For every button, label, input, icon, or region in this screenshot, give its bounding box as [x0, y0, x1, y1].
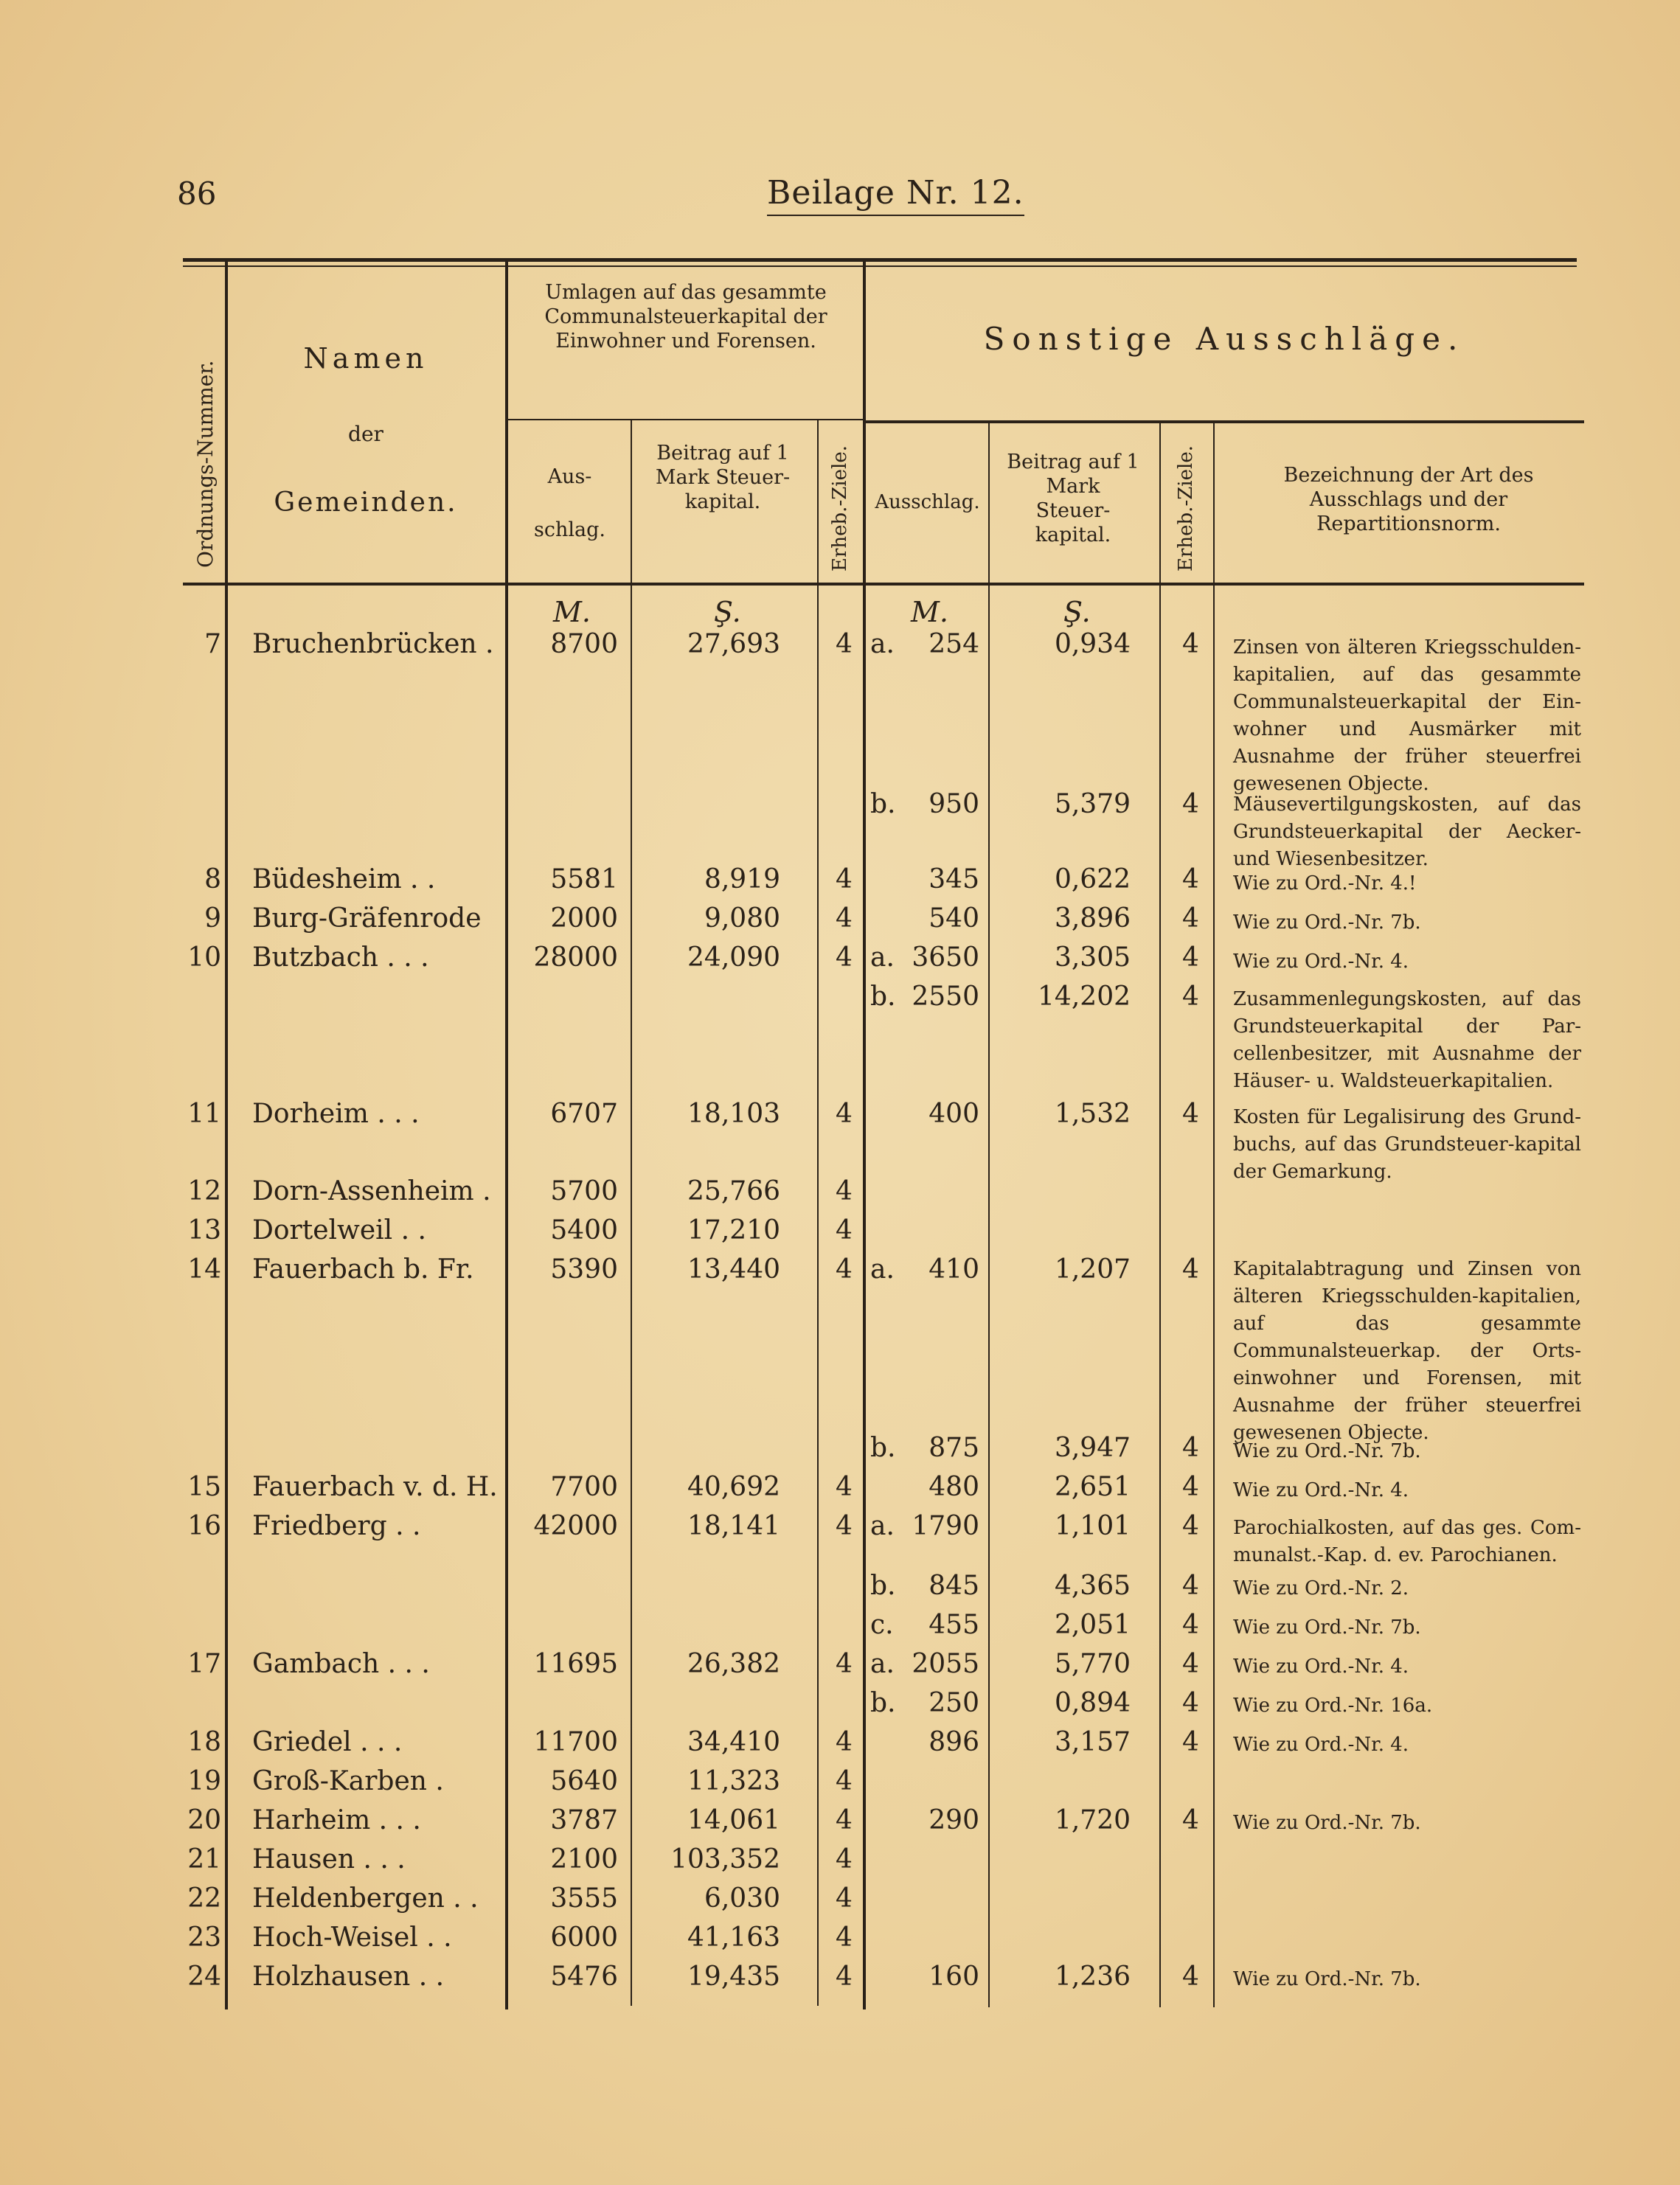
sonstige-beitrag: 5,770 — [1054, 1649, 1131, 1679]
sonstige-beitrag: 2,051 — [1054, 1610, 1131, 1640]
umlage-beitrag: 25,766 — [687, 1176, 780, 1206]
row-desc-9: Kapitalabtragung und Zinsen von älteren Kriegsschulden-kapitalien, auf das gesammte Communalsteuerkap. der Orts-einwohner und Forensen, mit Ausnahme der früher steuerfrei gewesenen Objecte. — [1233, 1258, 1581, 1444]
umlage-ziel: 4 — [836, 1099, 853, 1129]
header-gemeinden: Gemeinden. — [274, 487, 458, 518]
row-desc-1: Mäusevertilgungskosten, auf das Grundsteuerkapital der Aecker- und Wiesenbesitzer. — [1233, 793, 1581, 870]
unit-mark-2: M. — [911, 596, 948, 628]
gemeinde-name: Heldenbergen . . — [252, 1883, 479, 1914]
umlage-beitrag: 14,061 — [687, 1805, 780, 1835]
row-desc-10: Wie zu Ord.-Nr. 7b. — [1233, 1440, 1421, 1462]
header-s-ausschlag: Ausschlag. — [875, 491, 980, 513]
umlage-beitrag: 11,323 — [687, 1766, 780, 1796]
umlage-ziel: 4 — [836, 864, 853, 895]
sonstige-ziel: 4 — [1182, 1805, 1199, 1835]
header-bottom-rule — [183, 583, 1584, 586]
sonstige-ausschlag: 455 — [928, 1610, 979, 1640]
row-number: 8 — [204, 864, 221, 895]
umlage-ausschlag: 2000 — [550, 903, 618, 934]
umlage-ziel: 4 — [836, 1511, 853, 1541]
header-sonstige: Sonstige Ausschläge. — [983, 321, 1465, 357]
sonstige-ausschlag: 410 — [928, 1254, 979, 1285]
row-number: 22 — [187, 1883, 221, 1914]
sonstige-ausschlag: 3650 — [912, 942, 979, 973]
umlage-ziel: 4 — [836, 1805, 853, 1835]
page-number: 86 — [177, 176, 217, 212]
sonstige-ziel: 4 — [1182, 1511, 1199, 1541]
umlage-ziel: 4 — [836, 1883, 853, 1914]
row-20 — [0, 1844, 1680, 1881]
row-number: 12 — [187, 1176, 221, 1206]
header-ordnungsnummer: Ordnungs-Nummer. — [193, 360, 218, 568]
sonstige-beitrag: 3,157 — [1054, 1727, 1131, 1757]
sonstige-ausschlag: 400 — [928, 1099, 979, 1129]
header-beitrag: Beitrag auf 1 Mark Steuer-kapital. — [655, 442, 791, 513]
umlage-ziel: 4 — [836, 1472, 853, 1502]
sonstige-beitrag: 4,365 — [1054, 1571, 1131, 1601]
row-number: 24 — [187, 1962, 221, 1992]
sonstige-ziel: 4 — [1182, 1610, 1199, 1640]
row-desc-16: Wie zu Ord.-Nr. 16a. — [1233, 1695, 1433, 1717]
umlage-beitrag: 34,410 — [687, 1727, 780, 1757]
row-number: 21 — [187, 1844, 221, 1875]
row-desc-17: Wie zu Ord.-Nr. 4. — [1233, 1734, 1409, 1756]
row-number: 20 — [187, 1805, 221, 1835]
sonstige-ziel: 4 — [1182, 864, 1199, 895]
gemeinde-name: Büdesheim . . — [252, 864, 436, 895]
sonstige-ziel: 4 — [1182, 942, 1199, 973]
unit-pfennig-2: Ş. — [1063, 596, 1091, 628]
header-ausschlag-1: Aus- — [547, 465, 592, 488]
gemeinde-name: Griedel . . . — [252, 1727, 403, 1757]
umlage-ziel: 4 — [836, 629, 853, 659]
umlage-ziel: 4 — [836, 1962, 853, 1992]
table-top-rule-2 — [183, 265, 1577, 267]
row-desc-19: Wie zu Ord.-Nr. 7b. — [1233, 1812, 1421, 1834]
sonstige-ziel: 4 — [1182, 1254, 1199, 1285]
row-desc-23: Wie zu Ord.-Nr. 7b. — [1233, 1968, 1421, 1990]
gemeinde-name: Gambach . . . — [252, 1649, 430, 1679]
row-desc-12: Parochialkosten, auf das ges. Com-munalst.-Kap. d. ev. Parochianen. — [1233, 1517, 1581, 1566]
header-mid-rule-right — [864, 420, 1584, 423]
gemeinde-name: Hausen . . . — [252, 1844, 406, 1875]
sonstige-letter: a. — [870, 1254, 895, 1285]
sonstige-ziel: 4 — [1182, 982, 1199, 1012]
row-number: 13 — [187, 1215, 221, 1246]
sonstige-ziel: 4 — [1182, 789, 1199, 819]
sonstige-beitrag: 3,305 — [1054, 942, 1131, 973]
umlage-ziel: 4 — [836, 1649, 853, 1679]
row-number: 15 — [187, 1472, 221, 1502]
umlage-beitrag: 8,919 — [704, 864, 780, 895]
umlage-ausschlag: 6000 — [550, 1922, 618, 1953]
sonstige-ausschlag: 2550 — [912, 982, 979, 1012]
header-namen: Namen — [303, 342, 428, 375]
row-number: 9 — [204, 903, 221, 934]
page-title: Beilage Nr. 12. — [767, 174, 1024, 216]
sonstige-ausschlag: 896 — [928, 1727, 979, 1757]
umlage-ziel: 4 — [836, 942, 853, 973]
umlage-ausschlag: 11695 — [533, 1649, 618, 1679]
umlage-beitrag: 24,090 — [687, 942, 780, 973]
header-s-beitrag: Beitrag auf 1 Mark Steuer-kapital. — [1007, 451, 1139, 546]
row-desc-13: Wie zu Ord.-Nr. 2. — [1233, 1577, 1409, 1599]
umlage-ausschlag: 6707 — [550, 1099, 618, 1129]
umlage-ziel: 4 — [836, 903, 853, 934]
sonstige-ziel: 4 — [1182, 1649, 1199, 1679]
sonstige-ausschlag: 875 — [928, 1433, 979, 1463]
gemeinde-name: Fauerbach v. d. H. — [252, 1472, 498, 1502]
header-erheb-ziele: Erheb.-Ziele. — [829, 445, 851, 572]
umlage-ausschlag: 7700 — [550, 1472, 618, 1502]
sonstige-ziel: 4 — [1182, 629, 1199, 659]
umlage-ausschlag: 5476 — [550, 1962, 618, 1992]
gemeinde-name: Groß-Karben . — [252, 1766, 444, 1796]
sonstige-letter: a. — [870, 1511, 895, 1541]
row-number: 19 — [187, 1766, 221, 1796]
row-desc-3: Wie zu Ord.-Nr. 7b. — [1233, 911, 1421, 934]
row-number: 11 — [187, 1099, 221, 1129]
umlage-beitrag: 40,692 — [687, 1472, 780, 1502]
gemeinde-name: Dorheim . . . — [252, 1099, 420, 1129]
umlage-beitrag: 26,382 — [687, 1649, 780, 1679]
sonstige-beitrag: 1,207 — [1054, 1254, 1131, 1285]
sonstige-beitrag: 3,947 — [1054, 1433, 1131, 1463]
umlage-ziel: 4 — [836, 1727, 853, 1757]
sonstige-beitrag: 1,101 — [1054, 1511, 1131, 1541]
sonstige-ausschlag: 160 — [928, 1962, 979, 1992]
row-number: 10 — [187, 942, 221, 973]
sonstige-beitrag: 5,379 — [1054, 789, 1131, 819]
sonstige-ziel: 4 — [1182, 1962, 1199, 1992]
gemeinde-name: Fauerbach b. Fr. — [252, 1254, 474, 1285]
sonstige-ausschlag: 254 — [928, 629, 979, 659]
sonstige-beitrag: 1,532 — [1054, 1099, 1131, 1129]
umlage-ausschlag: 5700 — [550, 1176, 618, 1206]
sonstige-ziel: 4 — [1182, 1472, 1199, 1502]
sonstige-ausschlag: 845 — [928, 1571, 979, 1601]
sonstige-letter: c. — [870, 1610, 894, 1640]
sonstige-ausschlag: 1790 — [912, 1511, 979, 1541]
umlage-beitrag: 17,210 — [687, 1215, 780, 1246]
sonstige-ziel: 4 — [1182, 1433, 1199, 1463]
gemeinde-name: Friedberg . . — [252, 1511, 421, 1541]
sonstige-ausschlag: 345 — [928, 864, 979, 895]
header-der: der — [348, 422, 383, 446]
umlage-beitrag: 18,141 — [687, 1511, 780, 1541]
sonstige-beitrag: 2,651 — [1054, 1472, 1131, 1502]
umlage-ausschlag: 11700 — [533, 1727, 618, 1757]
umlage-beitrag: 103,352 — [670, 1844, 780, 1875]
row-number: 14 — [187, 1254, 221, 1285]
sonstige-letter: b. — [870, 1571, 896, 1601]
table-top-rule — [183, 258, 1577, 262]
gemeinde-name: Holzhausen . . — [252, 1962, 445, 1992]
header-bezeichnung: Bezeichnung der Art des Ausschlags und der Repartitionsnorm. — [1283, 464, 1534, 535]
umlage-ausschlag: 5581 — [550, 864, 618, 895]
row-desc-0: Zinsen von älteren Kriegsschulden-kapitalien, auf das gesammte Communalsteuerkapital der Ein-wohner und Ausmärker mit Ausnahme der früher steuerfrei gewesenen Objecte. — [1233, 636, 1581, 795]
header-s-erheb-ziele: Erheb.-Ziele. — [1175, 445, 1197, 572]
sonstige-beitrag: 1,236 — [1054, 1962, 1131, 1992]
row-22 — [0, 1922, 1680, 1959]
umlage-ausschlag: 5390 — [550, 1254, 618, 1285]
gemeinde-name: Harheim . . . — [252, 1805, 421, 1835]
umlage-ausschlag: 42000 — [533, 1511, 618, 1541]
sonstige-letter: b. — [870, 1688, 896, 1718]
row-18 — [0, 1766, 1680, 1803]
row-number: 23 — [187, 1922, 221, 1953]
sonstige-letter: a. — [870, 629, 895, 659]
gemeinde-name: Dortelweil . . — [252, 1215, 426, 1246]
header-ausschlag-2: schlag. — [534, 518, 605, 541]
umlage-ziel: 4 — [836, 1844, 853, 1875]
sonstige-letter: b. — [870, 982, 896, 1012]
umlage-beitrag: 18,103 — [687, 1099, 780, 1129]
umlage-ziel: 4 — [836, 1254, 853, 1285]
sonstige-letter: b. — [870, 789, 896, 819]
umlage-ausschlag: 5400 — [550, 1215, 618, 1246]
row-desc-4: Wie zu Ord.-Nr. 4. — [1233, 951, 1409, 973]
sonstige-ausschlag: 290 — [928, 1805, 979, 1835]
row-number: 17 — [187, 1649, 221, 1679]
sonstige-ausschlag: 480 — [928, 1472, 979, 1502]
row-number: 7 — [204, 629, 221, 659]
row-21 — [0, 1883, 1680, 1920]
sonstige-ausschlag: 2055 — [912, 1649, 979, 1679]
sonstige-ziel: 4 — [1182, 1099, 1199, 1129]
sonstige-letter: b. — [870, 1433, 896, 1463]
gemeinde-name: Butzbach . . . — [252, 942, 429, 973]
umlage-ausschlag: 8700 — [550, 629, 618, 659]
umlage-ziel: 4 — [836, 1215, 853, 1246]
gemeinde-name: Hoch-Weisel . . — [252, 1922, 452, 1953]
umlage-ausschlag: 3555 — [550, 1883, 618, 1914]
row-number: 16 — [187, 1511, 221, 1541]
umlage-beitrag: 27,693 — [687, 629, 780, 659]
sonstige-beitrag: 0,894 — [1054, 1688, 1131, 1718]
row-desc-5: Zusammenlegungskosten, auf das Grundsteuerkapital der Par-cellenbesitzer, mit Ausnahme der Häuser- u. Waldsteuerkapitalien. — [1233, 988, 1581, 1092]
umlage-beitrag: 6,030 — [704, 1883, 780, 1914]
umlage-beitrag: 13,440 — [687, 1254, 780, 1285]
sonstige-ausschlag: 250 — [928, 1688, 979, 1718]
umlage-ausschlag: 28000 — [533, 942, 618, 973]
sonstige-ziel: 4 — [1182, 1727, 1199, 1757]
umlage-beitrag: 9,080 — [704, 903, 780, 934]
sonstige-ziel: 4 — [1182, 903, 1199, 934]
gemeinde-name: Bruchenbrücken . — [252, 629, 494, 659]
umlage-ziel: 4 — [836, 1922, 853, 1953]
sonstige-ausschlag: 540 — [928, 903, 979, 934]
umlage-ziel: 4 — [836, 1766, 853, 1796]
sonstige-beitrag: 0,934 — [1054, 629, 1131, 659]
row-desc-2: Wie zu Ord.-Nr. 4.! — [1233, 872, 1417, 895]
umlage-ausschlag: 3787 — [550, 1805, 618, 1835]
sonstige-beitrag: 14,202 — [1038, 982, 1131, 1012]
unit-pfennig: Ş. — [714, 596, 741, 628]
row-7 — [0, 1176, 1680, 1213]
sonstige-beitrag: 0,622 — [1054, 864, 1131, 895]
umlage-ausschlag: 2100 — [550, 1844, 618, 1875]
umlage-beitrag: 41,163 — [687, 1922, 780, 1953]
sonstige-letter: a. — [870, 1649, 895, 1679]
umlage-ziel: 4 — [836, 1176, 853, 1206]
sonstige-ausschlag: 950 — [928, 789, 979, 819]
header-mid-rule — [507, 419, 864, 420]
gemeinde-name: Burg-Gräfenrode — [252, 903, 482, 934]
row-desc-6: Kosten für Legalisirung des Grund-buchs, auf das Grundsteuer-kapital der Gemarkung. — [1233, 1106, 1581, 1183]
umlage-beitrag: 19,435 — [687, 1962, 780, 1992]
sonstige-beitrag: 3,896 — [1054, 903, 1131, 934]
row-number: 18 — [187, 1727, 221, 1757]
row-desc-14: Wie zu Ord.-Nr. 7b. — [1233, 1616, 1421, 1639]
row-8 — [0, 1215, 1680, 1252]
gemeinde-name: Dorn-Assenheim . — [252, 1176, 491, 1206]
sonstige-beitrag: 1,720 — [1054, 1805, 1131, 1835]
sonstige-letter: a. — [870, 942, 895, 973]
header-umlagen: Umlagen auf das gesammte Communalsteuerkapital der Einwohner und Forensen. — [544, 281, 827, 352]
unit-mark: M. — [553, 596, 591, 628]
sonstige-ziel: 4 — [1182, 1571, 1199, 1601]
row-desc-15: Wie zu Ord.-Nr. 4. — [1233, 1656, 1409, 1678]
umlage-ausschlag: 5640 — [550, 1766, 618, 1796]
row-desc-11: Wie zu Ord.-Nr. 4. — [1233, 1479, 1409, 1501]
sonstige-ziel: 4 — [1182, 1688, 1199, 1718]
